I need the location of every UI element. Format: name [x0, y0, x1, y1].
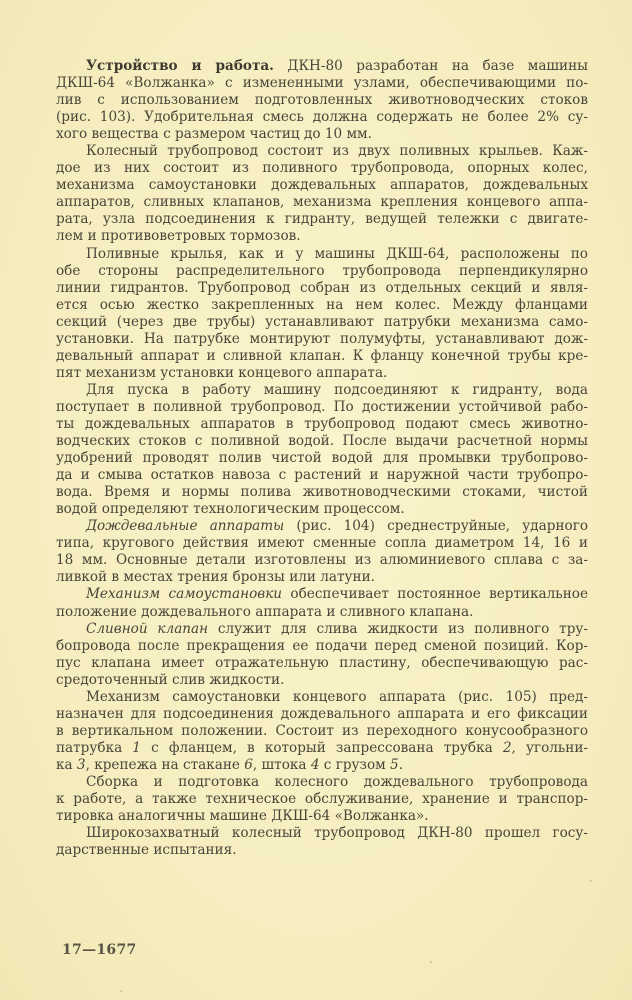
text-segment: пус клапана имеет отражательную пластину, обеспечивающую рас-: [56, 654, 588, 671]
text-segment: к работе, а также техническое обслуживание, хранение и транспор-: [56, 791, 588, 808]
emphasized-term: Дождевальные аппараты: [86, 518, 285, 535]
text-segment: Широкозахватный колесный трубопровод ДКН-80 прошел госу-: [86, 825, 588, 842]
text-segment: да и смыва остатков навоза с растений и наружной части трубопро-: [56, 467, 588, 484]
text-segment: пят механизм установки концевого аппарата.: [56, 364, 388, 381]
text-line: [56, 518, 588, 535]
text-segment: ка: [56, 756, 77, 773]
text-line: [56, 365, 588, 382]
text-segment: с грузом: [319, 756, 391, 773]
text-line: [56, 484, 588, 501]
emphasized-term: 6: [244, 756, 253, 773]
emphasized-term: 1: [132, 739, 141, 756]
text-segment: Механизм самоустановки концевого аппарата (рис. 105) пред-: [86, 688, 588, 705]
emphasized-term: Сливной клапан: [86, 620, 209, 637]
emphasized-term: 5: [390, 756, 399, 773]
body-text: [56, 58, 588, 859]
paragraph: [56, 621, 588, 689]
paper-speck: [120, 990, 122, 992]
text-segment: механизма самоустановки дождевальных аппаратов, дождевальных: [56, 177, 588, 194]
text-segment: Колесный трубопровод состоит из двух поливных крыльев. Каж-: [86, 143, 588, 160]
section-heading: Устройство и работа.: [86, 58, 274, 74]
text-segment: ется осью жестко закрепленных на нем колес. Между фланцами: [56, 296, 588, 313]
text-segment: удобрений проводят полив чистой водой для промывки трубопрово-: [56, 450, 588, 467]
text-segment: дое из них состоит из поливного трубопровода, опорных колес,: [56, 160, 588, 177]
text-segment: секций (через две трубы) устанавливают патрубки механизма само-: [56, 313, 588, 330]
text-line: [56, 314, 588, 331]
text-segment: водой определяют технологическим процессом.: [56, 501, 405, 518]
text-line: [56, 672, 588, 689]
text-line: [56, 450, 588, 467]
text-line: [56, 501, 588, 518]
text-segment: Сборка и подготовка колесного дождевального трубопровода: [86, 773, 588, 790]
text-line: [56, 825, 588, 842]
text-segment: ты дождевальных аппаратов в трубопровод подают смесь животно-: [56, 415, 588, 432]
text-segment: девальный аппарат и сливной клапан. К фланцу конечной трубы кре-: [56, 347, 588, 364]
paragraph: [56, 246, 588, 382]
text-segment: .: [398, 756, 404, 773]
text-segment: лив с использованием подготовленных животноводческих стоков: [56, 92, 588, 109]
text-segment: в вертикальном положении. Состоит из переходного конусообразного: [56, 722, 588, 739]
text-line: [56, 246, 588, 263]
text-line: [56, 723, 588, 740]
text-segment: рата, узла подсоединения к гидранту, ведущей тележки с двигате-: [56, 211, 588, 228]
text-line: [56, 638, 588, 655]
text-line: [56, 263, 588, 280]
text-line: [56, 194, 588, 211]
text-line: [56, 416, 588, 433]
text-segment: ливкой в местах трения бронзы или латуни.: [56, 569, 375, 586]
text-segment: , угольни-: [511, 739, 588, 756]
text-line: [56, 757, 588, 774]
text-line: [56, 348, 588, 365]
text-segment: , крепежа на стакане: [85, 756, 245, 773]
text-segment: хого вещества с размером частиц до 10 мм.: [56, 126, 372, 143]
text-line: [56, 621, 588, 638]
text-line: [56, 706, 588, 723]
text-segment: лем и противоветровых тормозов.: [56, 228, 301, 245]
text-segment: назначен для подсоединения дождевального аппарата и его фиксации: [56, 705, 588, 722]
text-line: [56, 552, 588, 569]
text-segment: служит для слива жидкости из поливного тру-: [208, 620, 588, 637]
text-line: [56, 58, 588, 75]
text-line: [56, 297, 588, 314]
emphasized-term: 4: [310, 756, 320, 773]
text-segment: с фланцем, в который запрессована трубка: [140, 739, 503, 756]
text-segment: бопровода после прекращения ее подачи перед сменой позиций. Кор-: [56, 637, 588, 654]
text-line: [56, 75, 588, 92]
text-line: [56, 569, 588, 586]
paragraph: [56, 143, 588, 245]
paper-speck: [430, 961, 432, 963]
text-line: [56, 689, 588, 706]
text-line: [56, 331, 588, 348]
text-segment: вода. Время и нормы полива животноводческими стоками, чистой: [56, 484, 588, 501]
text-segment: положение дождевального аппарата и сливного клапана.: [56, 603, 474, 620]
text-segment: Поливные крылья, как и у машины ДКШ-64, расположены по: [86, 245, 588, 262]
text-segment: аппаратов, сливных клапанов, механизма крепления концевого аппа-: [56, 194, 588, 211]
paragraph: [56, 58, 588, 143]
text-segment: (рис. 103). Удобрительная смесь должна содержать не более 2% су-: [56, 109, 588, 126]
text-segment: поступает в поливной трубопровод. По достижении устойчивой рабо-: [56, 398, 588, 415]
text-line: [56, 467, 588, 484]
printer-signature-mark: 17—1677: [62, 942, 137, 958]
paragraph: [56, 518, 588, 586]
text-line: [56, 740, 588, 757]
text-line: [56, 126, 588, 143]
text-line: [56, 109, 588, 126]
paragraph: [56, 382, 588, 518]
text-segment: (рис. 104) среднеструйные, ударного: [284, 518, 588, 535]
paper-speck: [590, 880, 592, 882]
text-line: [56, 604, 588, 621]
text-segment: обе стороны распределительного трубопровода перпендикулярно: [56, 262, 588, 279]
text-line: [56, 399, 588, 416]
text-segment: дарственные испытания.: [56, 842, 237, 859]
text-line: [56, 535, 588, 552]
text-line: [56, 143, 588, 160]
text-segment: линии гидрантов. Трубопровод собран из отдельных секций и явля-: [56, 279, 588, 296]
emphasized-term: 2: [502, 739, 512, 756]
text-line: [56, 160, 588, 177]
text-line: [56, 655, 588, 672]
text-segment: обеспечивает постоянное вертикальное: [282, 586, 588, 603]
text-line: [56, 433, 588, 450]
text-line: [56, 586, 588, 603]
text-line: [56, 228, 588, 245]
paragraph: [56, 689, 588, 774]
text-line: [56, 211, 588, 228]
text-segment: Для пуска в работу машину подсоединяют к гидранту, вода: [86, 381, 588, 398]
text-segment: водческих стоков с поливной водой. После выдачи расчетной нормы: [56, 433, 588, 450]
emphasized-term: Механизм самоустановки: [86, 586, 283, 603]
text-segment: тировка аналогичны машине ДКШ-64 «Волжанка».: [56, 808, 429, 825]
text-segment: средоточенный слив жидкости.: [56, 671, 285, 688]
paragraph: [56, 586, 588, 620]
text-segment: типа, кругового действия имеют сменные сопла диаметром 14, 16 и: [56, 535, 588, 552]
emphasized-term: 3: [76, 756, 86, 773]
text-line: [56, 774, 588, 791]
text-line: [56, 842, 588, 859]
text-line: [56, 280, 588, 297]
text-line: [56, 808, 588, 825]
text-line: [56, 382, 588, 399]
text-segment: ДКН-80 разработан на базе машины: [273, 58, 588, 74]
paragraph: [56, 825, 588, 859]
text-segment: 18 мм. Основные детали изготовлены из алюминиевого сплава с за-: [56, 552, 588, 569]
text-line: [56, 791, 588, 808]
text-segment: , штока: [252, 756, 311, 773]
text-segment: установки. На патрубке монтируют полумуфты, устанавливают дож-: [56, 330, 588, 347]
text-segment: патрубка: [56, 739, 133, 756]
text-segment: ДКШ-64 «Волжанка» с измененными узлами, обеспечивающими по-: [56, 75, 588, 92]
text-line: [56, 92, 588, 109]
text-line: [56, 177, 588, 194]
paragraph: [56, 774, 588, 825]
